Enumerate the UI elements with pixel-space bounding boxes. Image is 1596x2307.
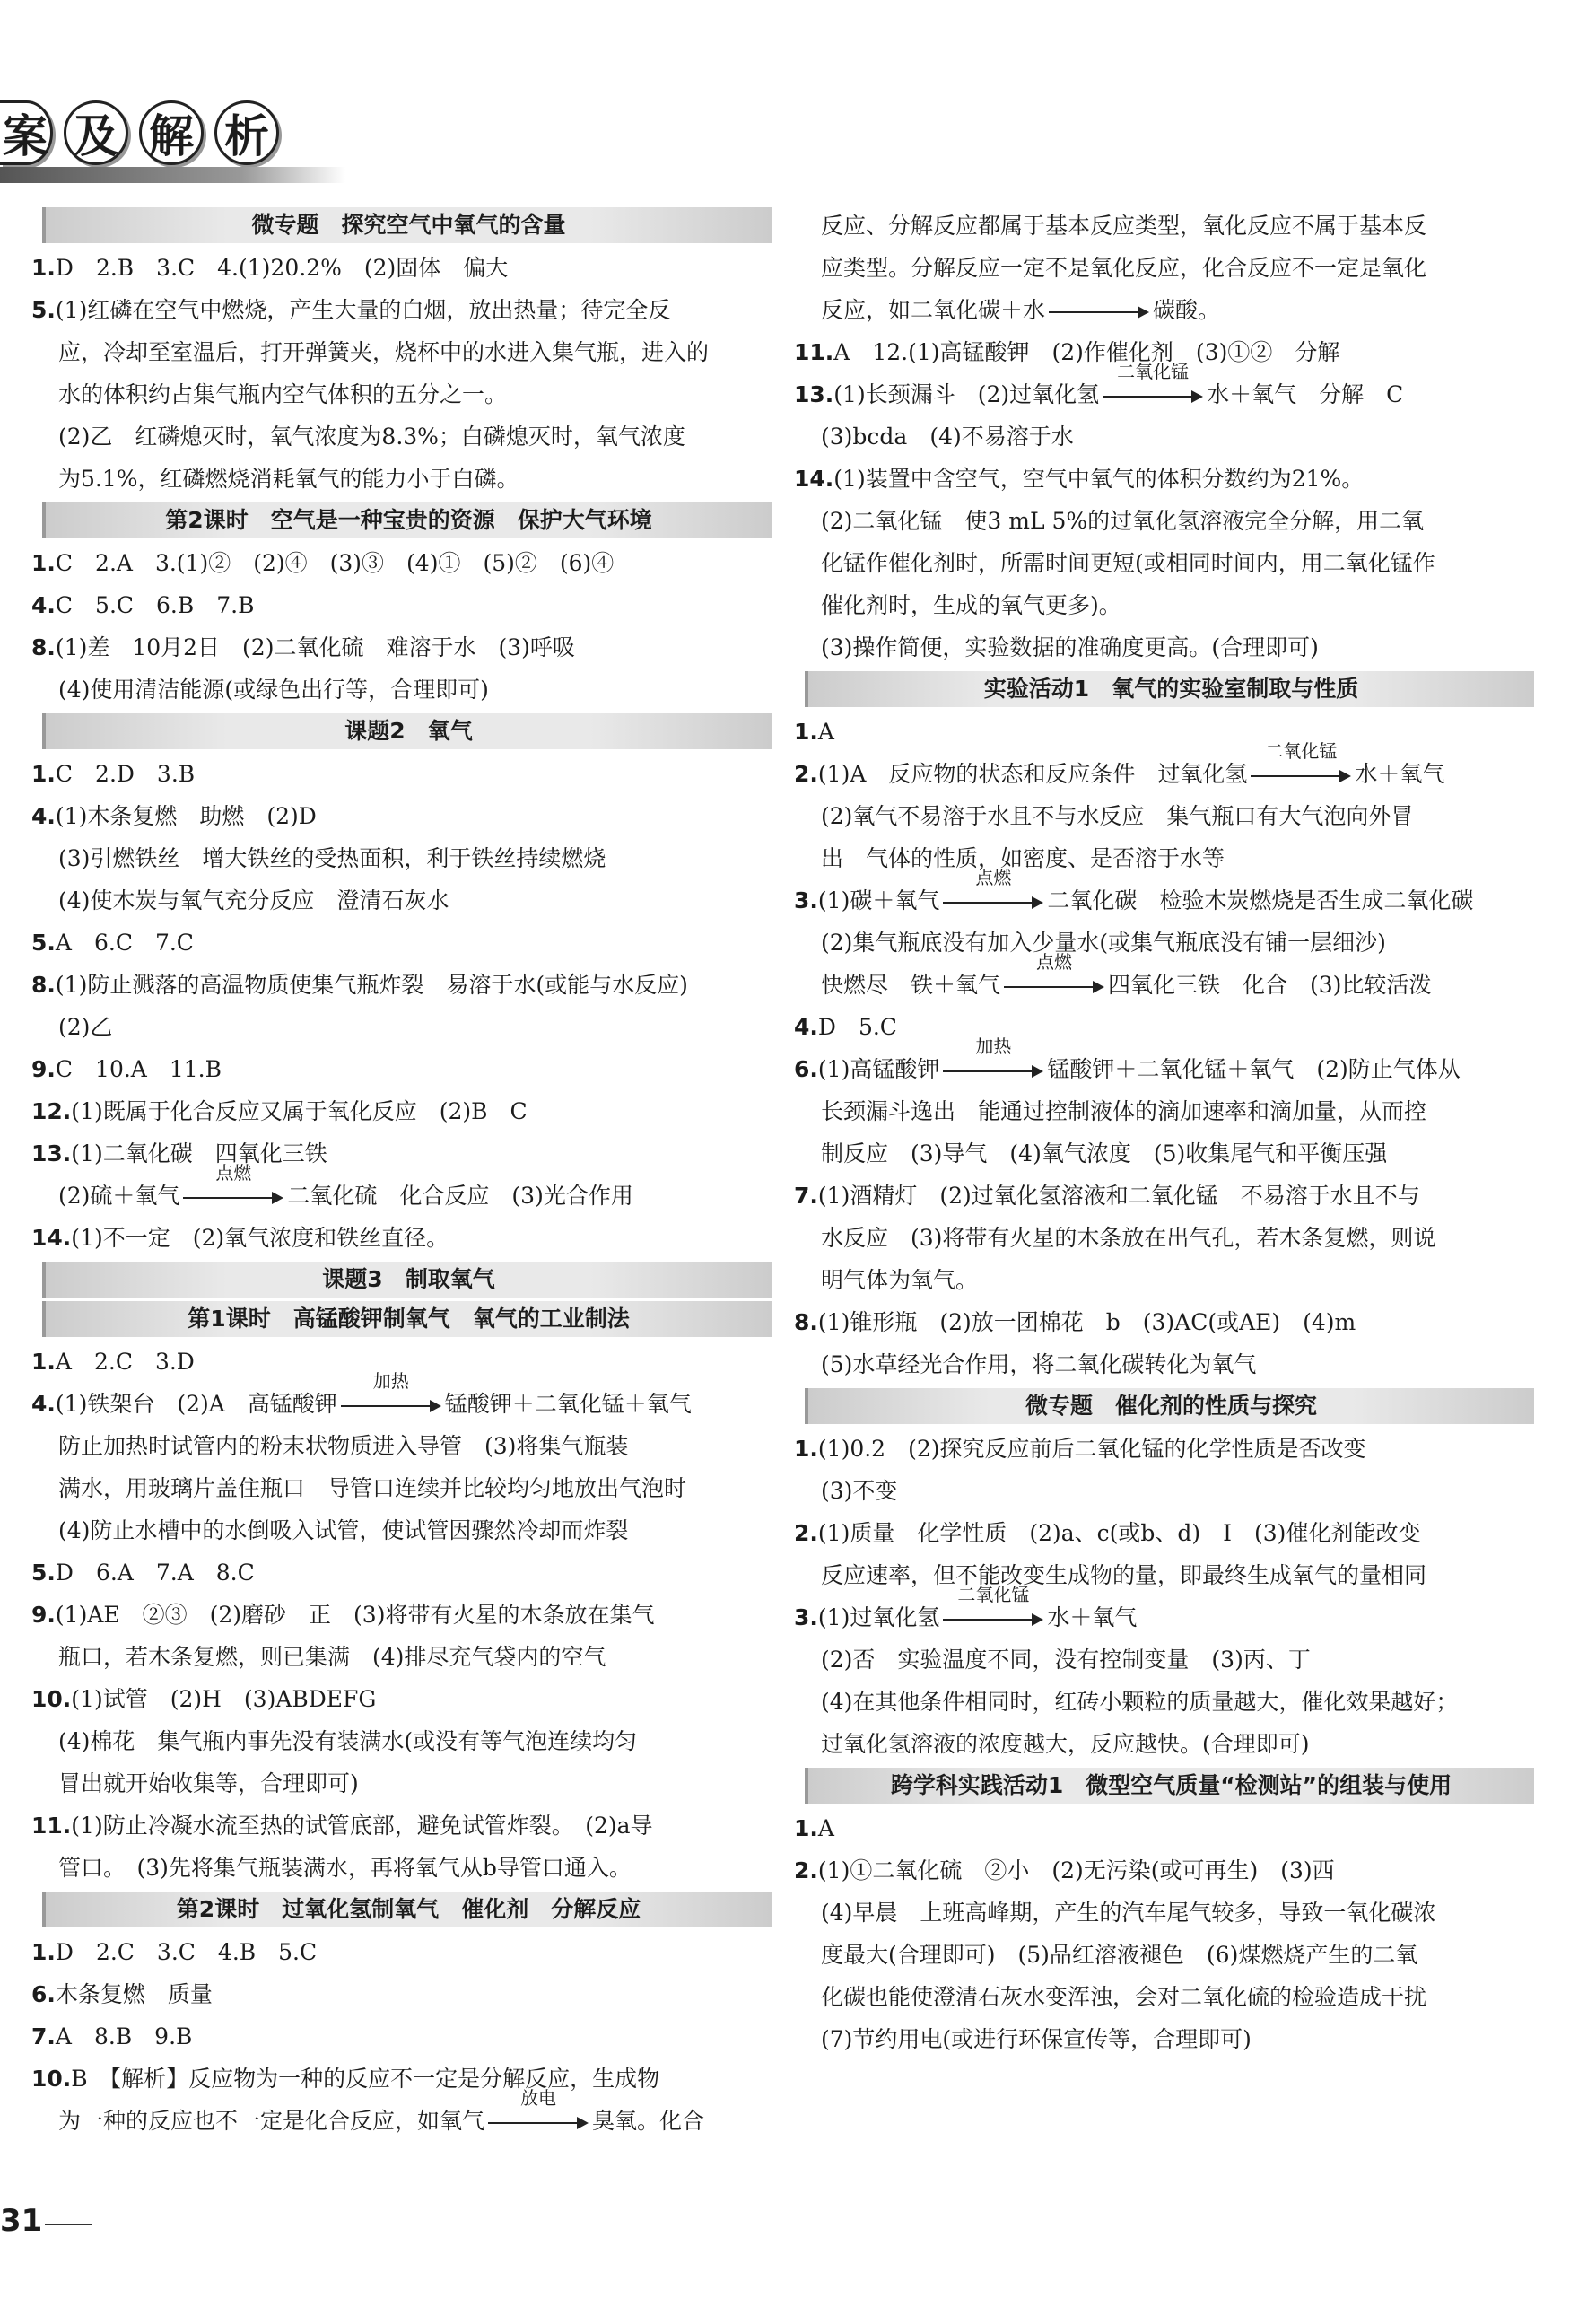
answer-line (31, 1762, 772, 1805)
answer-text: C 5.C 6.B 7.B (55, 592, 255, 618)
answer-text: (3)bcda (4)不易溶于水 (821, 424, 1074, 450)
answer-text: (1)0.2 (2)探究反应前后二氧化锰的化学性质是否改变 (817, 1436, 1366, 1462)
question-number: 1. (794, 1436, 818, 1462)
answer-line (794, 1512, 1534, 1554)
answer-line (31, 626, 772, 669)
answer-line (31, 2058, 772, 2100)
question-number: 4. (794, 1014, 818, 1040)
answer-line (31, 669, 772, 711)
question-number: 9. (31, 1056, 56, 1082)
answer-text: (1)不一定 (2)氧气浓度和铁丝直径。 (71, 1225, 449, 1251)
answer-text: (1)酒精灯 (2)过氧化氢溶液和二氧化锰 不易溶于水且不与 (817, 1183, 1420, 1209)
answer-line (31, 2015, 772, 2058)
answer-text: 化碳也能使澄清石灰水变浑浊，会对二氧化硫的检验造成干扰 (821, 1984, 1427, 2010)
answer-line (31, 1509, 772, 1551)
answer-text: (2)氧气不易溶于水且不与水反应 集气瓶口有大气泡向外冒 (821, 803, 1414, 829)
section-heading: 第2课时 过氧化氢制氧气 催化剂 分解反应 (42, 1892, 772, 1927)
answer-text: 长颈漏斗逸出 能通过控制液体的滴加速率和滴加量，从而控 (821, 1098, 1427, 1124)
answer-text: (4)早晨 上班高峰期，产生的汽车尾气较多，导致一氧化碳浓 (821, 1900, 1436, 1926)
banner-underline (0, 167, 345, 183)
arrow-head (1093, 981, 1104, 993)
answer-text-after: 二氧化碳 检验木炭燃烧是否生成二氧化碳 (1047, 887, 1474, 913)
answer-line (31, 415, 772, 458)
page-number: 31 (0, 2203, 43, 2239)
question-number: 8. (31, 634, 56, 660)
answer-text: 化锰作催化剂时，所需时间更短(或相同时间内，用二氧化锰作 (821, 550, 1435, 576)
answer-text: D 6.A 7.A 8.C (55, 1560, 255, 1586)
arrow-shaft (1251, 775, 1342, 777)
question-number: 1. (794, 1815, 818, 1841)
section-heading: 实验活动1 氧气的实验室制取与性质 (805, 671, 1534, 707)
answer-line (794, 1554, 1534, 1596)
question-number: 4. (31, 1391, 56, 1417)
answer-line (794, 1006, 1534, 1048)
answer-text: D 2.C 3.C 4.B 5.C (55, 1939, 318, 1965)
arrow-shaft (183, 1197, 275, 1199)
reaction-condition: 二氧化锰 (1265, 739, 1338, 762)
answer-text: (1)木条复燃 助燃 (2)D (55, 803, 317, 829)
answer-text: D 5.C (817, 1014, 897, 1040)
answer-line (794, 415, 1534, 458)
question-number: 1. (31, 550, 56, 576)
answer-banner (0, 97, 290, 169)
arrow-head (430, 1400, 441, 1412)
answer-line (31, 1090, 772, 1132)
answer-text: (1)过氧化氢 (817, 1604, 940, 1630)
arrow-head (272, 1192, 283, 1204)
arrow-head (577, 2117, 589, 2129)
question-number: 2. (794, 761, 818, 787)
left-column (31, 205, 772, 2142)
answer-line (794, 922, 1534, 964)
answer-text: (1)长颈漏斗 (2)过氧化氢 (833, 381, 1100, 407)
answer-text: (1)AE ②③ (2)磨砂 正 (3)将带有火星的木条放在集气 (55, 1602, 655, 1628)
answer-line (31, 1594, 772, 1636)
section-heading: 微专题 催化剂的性质与探究 (805, 1388, 1534, 1424)
answer-line (31, 1847, 772, 1889)
answer-line (794, 1638, 1534, 1681)
section-heading: 微专题 探究空气中氧气的含量 (42, 207, 772, 243)
question-number: 6. (31, 1981, 56, 2007)
answer-text: C 2.D 3.B (55, 761, 196, 787)
answer-line (31, 1467, 772, 1509)
answer-line (31, 795, 772, 837)
answer-line (794, 1428, 1534, 1470)
answer-text: C 2.A 3.(1)② (2)④ (3)③ (4)① (5)② (6)④ (55, 550, 615, 576)
answer-line (31, 1551, 772, 1594)
answer-text: (2)否 实验温度不同，没有控制变量 (3)丙、丁 (821, 1647, 1311, 1673)
page-number-rule (45, 2224, 92, 2225)
answer-line (31, 1132, 772, 1175)
arrow-shaft (488, 2122, 580, 2124)
answer-text: (1)防止溅落的高温物质使集气瓶炸裂 易溶于水(或能与水反应) (55, 972, 688, 998)
answer-text: B 【解析】反应物为一种的反应不一定是分解反应，生成物 (71, 2066, 660, 2092)
answer-line (794, 1217, 1534, 1259)
answer-line (794, 458, 1534, 500)
answer-text: A 8.B 9.B (55, 2023, 193, 2049)
answer-text-after: 二氧化硫 化合反应 (3)光合作用 (287, 1183, 633, 1209)
answer-line (794, 1301, 1534, 1343)
answer-line (31, 2086, 772, 2142)
answer-line (794, 1470, 1534, 1512)
arrow-shaft (943, 1070, 1034, 1072)
answer-line (794, 205, 1534, 247)
answer-line (31, 458, 772, 500)
banner-char: 案 (0, 100, 53, 165)
question-number: 3. (794, 887, 818, 913)
question-number: 14. (794, 466, 834, 492)
answer-line (31, 247, 772, 289)
answer-line (31, 1425, 772, 1467)
answer-text: (1)红磷在空气中燃烧，产生大量的白烟，放出热量；待完全反 (55, 297, 671, 323)
answer-line (31, 1636, 772, 1678)
answer-text: 催化剂时，生成的氧气更多)。 (821, 592, 1121, 618)
answer-line (31, 1006, 772, 1048)
question-number: 1. (794, 719, 818, 745)
answer-line (31, 373, 772, 415)
answer-text: 应类型。分解反应一定不是氧化反应，化合反应不一定是氧化 (821, 255, 1427, 281)
reaction-condition: 二氧化锰 (957, 1583, 1030, 1605)
reaction-arrow (341, 1369, 441, 1415)
reaction-arrow (183, 1161, 283, 1207)
arrow-shaft (1004, 986, 1095, 988)
arrow-head (1339, 770, 1351, 782)
answer-line (794, 1175, 1534, 1217)
right-column (794, 205, 1534, 2060)
answer-text: 为5.1%，红磷燃烧消耗氧气的能力小于白磷。 (58, 466, 519, 492)
question-number: 7. (794, 1183, 818, 1209)
answer-text: 反应，如二氧化碳＋水 (821, 297, 1046, 323)
question-number: 12. (31, 1098, 72, 1124)
answer-line (31, 1048, 772, 1090)
answer-line (794, 1849, 1534, 1892)
question-number: 14. (31, 1225, 72, 1251)
answer-text-after: 锰酸钾＋二氧化锰＋氧气 (444, 1391, 692, 1417)
answer-text: (1)①二氧化硫 ②小 (2)无污染(或可再生) (3)西 (817, 1857, 1335, 1883)
answer-text: A (817, 719, 834, 745)
answer-text: A 12.(1)高锰酸钾 (2)作催化剂 (3)①② 分解 (833, 339, 1340, 365)
reaction-arrow (1004, 950, 1104, 996)
answer-line (794, 542, 1534, 584)
reaction-condition: 放电 (520, 2086, 557, 2109)
answer-line (794, 1132, 1534, 1175)
answer-line (794, 1976, 1534, 2018)
reaction-arrow (943, 866, 1043, 912)
answer-text: (2)硫＋氧气 (58, 1183, 180, 1209)
reaction-arrow (488, 2086, 589, 2132)
section-heading: 第1课时 高锰酸钾制氧气 氧气的工业制法 (42, 1301, 772, 1337)
answer-line (31, 922, 772, 964)
reaction-condition: 点燃 (1036, 950, 1073, 973)
answer-line (794, 1723, 1534, 1765)
reaction-condition: 二氧化锰 (1117, 360, 1190, 382)
answer-text: (1)锥形瓶 (2)放一团棉花 b (3)AC(或AE) (4)m (817, 1309, 1356, 1335)
arrow-shaft (1103, 396, 1194, 398)
arrow-head (1138, 306, 1149, 319)
question-number: 1. (31, 1939, 56, 1965)
answer-line (31, 837, 772, 879)
answer-line (31, 1973, 772, 2015)
question-number: 13. (794, 381, 834, 407)
question-number: 10. (31, 1686, 72, 1712)
arrow-shaft (943, 902, 1034, 904)
answer-text: (3)不变 (821, 1478, 898, 1504)
answer-line (794, 626, 1534, 669)
answer-line (794, 1035, 1534, 1090)
answer-text: 反应、分解反应都属于基本反应类型，氧化反应不属于基本反 (821, 213, 1427, 239)
arrow-shaft (341, 1405, 432, 1407)
answer-line (31, 584, 772, 626)
answer-line (794, 1583, 1534, 1638)
answer-text: (3)引燃铁丝 增大铁丝的受热面积，利于铁丝持续燃烧 (58, 845, 606, 871)
banner-char: 析 (214, 100, 279, 165)
reaction-condition: 加热 (372, 1369, 409, 1392)
answer-text: 应，冷却至室温后，打开弹簧夹，烧杯中的水进入集气瓶，进入的 (58, 339, 710, 365)
reaction-arrow (943, 1583, 1043, 1629)
answer-text: (2)乙 (58, 1014, 113, 1040)
answer-line (794, 866, 1534, 922)
reaction-condition: 点燃 (215, 1161, 252, 1184)
question-number: 2. (794, 1857, 818, 1883)
arrow-shaft (1049, 311, 1140, 313)
answer-line (31, 1369, 772, 1425)
answer-text: (1)质量 化学性质 (2)a、c(或b、d) Ⅰ (3)催化剂能改变 (817, 1520, 1421, 1546)
reaction-condition: 点燃 (975, 866, 1012, 888)
reaction-arrow (1103, 360, 1203, 406)
answer-line (31, 542, 772, 584)
question-number: 2. (794, 1520, 818, 1546)
answer-text: (3)操作简便，实验数据的准确度更高。(合理即可) (821, 634, 1319, 660)
question-number: 5. (31, 297, 56, 323)
answer-line (31, 1161, 772, 1217)
answer-text-after: 四氧化三铁 化合 (3)比较活泼 (1108, 972, 1432, 998)
section-heading: 课题3 制取氧气 (42, 1262, 772, 1298)
answer-line (31, 753, 772, 795)
answer-line (31, 289, 772, 331)
answer-text: 快燃尽 铁＋氧气 (821, 972, 1001, 998)
answer-text: (1)试管 (2)H (3)ABDEFG (71, 1686, 377, 1712)
answer-text: (1)碳＋氧气 (817, 887, 940, 913)
answer-line (31, 964, 772, 1006)
answer-text-after: 水＋氧气 (1047, 1604, 1138, 1630)
answer-line (31, 1720, 772, 1762)
question-number: 7. (31, 2023, 56, 2049)
question-number: 1. (31, 761, 56, 787)
answer-text: 木条复燃 质量 (55, 1981, 213, 2007)
answer-line (31, 879, 772, 922)
answer-line (794, 739, 1534, 795)
answer-text: (1)差 10月2日 (2)二氧化硫 难溶于水 (3)呼吸 (55, 634, 575, 660)
arrow-head (1032, 1613, 1043, 1626)
answer-text: (7)节约用电(或进行环保宣传等，合理即可) (821, 2026, 1252, 2052)
question-number: 13. (31, 1140, 72, 1167)
arrow-head (1191, 390, 1203, 403)
answer-line (31, 1931, 772, 1973)
answer-text-after: 锰酸钾＋二氧化锰＋氧气 (2)防止气体从 (1047, 1056, 1461, 1082)
question-number: 1. (31, 1349, 56, 1375)
answer-text: 水反应 (3)将带有火星的木条放在出气孔，若木条复燃，则说 (821, 1225, 1436, 1251)
answer-line (794, 950, 1534, 1006)
answer-text: (4)使用清洁能源(或绿色出行等，合理即可) (58, 677, 489, 703)
answer-text: 满水，用玻璃片盖住瓶口 导管口连续并比较均匀地放出气泡时 (58, 1475, 687, 1501)
arrow-head (1032, 1065, 1043, 1078)
answer-text: (1)既属于化合反应又属于氧化反应 (2)B C (71, 1098, 528, 1124)
reaction-arrow (943, 1035, 1043, 1080)
answer-line (31, 331, 772, 373)
answer-line (794, 247, 1534, 289)
question-number: 8. (794, 1309, 818, 1335)
question-number: 10. (31, 2066, 72, 2092)
answer-text: (1)二氧化碳 四氧化三铁 (71, 1140, 327, 1167)
question-number: 5. (31, 930, 56, 956)
arrow-shaft (943, 1619, 1034, 1621)
answer-text-after: 水＋氧气 分解 C (1207, 381, 1404, 407)
reaction-condition: 加热 (975, 1035, 1012, 1057)
answer-text: 管口。 (3)先将集气瓶装满水，再将氧气从b导管口通入。 (58, 1855, 632, 1881)
answer-text: 明气体为氧气。 (821, 1267, 979, 1293)
answer-line (31, 1678, 772, 1720)
question-number: 6. (794, 1056, 818, 1082)
answer-line (794, 1090, 1534, 1132)
question-number: 9. (31, 1602, 56, 1628)
answer-line (794, 584, 1534, 626)
answer-text: (1)防止冷凝水流至热的试管底部，避免试管炸裂。 (2)a导 (71, 1813, 653, 1839)
answer-text: D 2.B 3.C 4.(1)20.2% (2)固体 偏大 (55, 255, 509, 281)
reaction-arrow (1049, 303, 1149, 321)
answer-text: C 10.A 11.B (55, 1056, 222, 1082)
answer-line (794, 1934, 1534, 1976)
answer-text: (5)水草经光合作用，将二氧化碳转化为氧气 (821, 1351, 1257, 1377)
answer-text: (4)防止水槽中的水倒吸入试管，使试管因骤然冷却而炸裂 (58, 1517, 629, 1543)
reaction-arrow (1251, 739, 1351, 785)
section-heading: 第2课时 空气是一种宝贵的资源 保护大气环境 (42, 502, 772, 538)
answer-line (31, 1217, 772, 1259)
answer-text: 冒出就开始收集等，合理即可) (58, 1770, 359, 1796)
answer-line (794, 837, 1534, 879)
answer-text: (4)在其他条件相同时，红砖小颗粒的质量越大，催化效果越好； (821, 1689, 1459, 1715)
answer-text: (2)乙 红磷熄灭时，氧气浓度为8.3%；白磷熄灭时，氧气浓度 (58, 424, 685, 450)
answer-text: (2)二氧化锰 使3 mL 5%的过氧化氢溶液完全分解，用二氧 (821, 508, 1425, 534)
answer-line (794, 289, 1534, 331)
section-heading: 跨学科实践活动1 微型空气质量“检测站”的组装与使用 (805, 1768, 1534, 1804)
answer-text: (1)A 反应物的状态和反应条件 过氧化氢 (817, 761, 1248, 787)
arrow-head (1032, 896, 1043, 909)
question-number: 8. (31, 972, 56, 998)
answer-line (794, 1259, 1534, 1301)
answer-text: A (817, 1815, 834, 1841)
answer-line (794, 795, 1534, 837)
answer-line (794, 500, 1534, 542)
answer-text: 水的体积约占集气瓶内空气体积的五分之一。 (58, 381, 508, 407)
answer-text: (4)棉花 集气瓶内事先没有装满水(或没有等气泡连续均匀 (58, 1728, 638, 1754)
answer-text: (1)铁架台 (2)A 高锰酸钾 (55, 1391, 337, 1417)
answer-line (794, 1807, 1534, 1849)
answer-text: 反应速率，但不能改变生成物的量，即最终生成氧气的量相同 (821, 1562, 1427, 1588)
answer-line (794, 1681, 1534, 1723)
question-number: 5. (31, 1560, 56, 1586)
answer-text: 制反应 (3)导气 (4)氧气浓度 (5)收集尾气和平衡压强 (821, 1140, 1388, 1167)
question-number: 11. (794, 339, 834, 365)
question-number: 4. (31, 592, 56, 618)
question-number: 1. (31, 255, 56, 281)
answer-text: 瓶口，若木条复燃，则已集满 (4)排尽充气袋内的空气 (58, 1644, 606, 1670)
answer-line (794, 711, 1534, 753)
answer-text: (4)使木炭与氧气充分反应 澄清石灰水 (58, 887, 449, 913)
answer-text-after: 水＋氧气 (1355, 761, 1445, 787)
banner-char: 解 (139, 100, 204, 165)
answer-text: 为一种的反应也不一定是化合反应，如氧气 (58, 2108, 485, 2134)
answer-text: A 6.C 7.C (55, 930, 194, 956)
answer-text: 防止加热时试管内的粉末状物质进入导管 (3)将集气瓶装 (58, 1433, 629, 1459)
answer-text-after: 臭氧。化合 (592, 2108, 705, 2134)
answer-text: (1)高锰酸钾 (817, 1056, 940, 1082)
answer-text: 度最大(合理即可) (5)品红溶液褪色 (6)煤燃烧产生的二氧 (821, 1942, 1418, 1968)
answer-line (794, 2018, 1534, 2060)
answer-text: 过氧化氢溶液的浓度越大，反应越快。(合理即可) (821, 1731, 1310, 1757)
question-number: 4. (31, 803, 56, 829)
answer-text: A 2.C 3.D (55, 1349, 195, 1375)
answer-line (794, 1892, 1534, 1934)
section-heading: 课题2 氧气 (42, 713, 772, 749)
banner-char: 及 (64, 100, 128, 165)
answer-line (31, 1805, 772, 1847)
answer-line (794, 360, 1534, 415)
answer-text-after: 碳酸。 (1153, 297, 1221, 323)
answer-text: (2)集气瓶底没有加入少量水(或集气瓶底没有铺一层细沙) (821, 930, 1386, 956)
question-number: 11. (31, 1813, 72, 1839)
question-number: 3. (794, 1604, 818, 1630)
answer-text: (1)装置中含空气，空气中氧气的体积分数约为21%。 (833, 466, 1365, 492)
answer-line (794, 1343, 1534, 1385)
answer-text: 出 气体的性质，如密度、是否溶于水等 (821, 845, 1225, 871)
